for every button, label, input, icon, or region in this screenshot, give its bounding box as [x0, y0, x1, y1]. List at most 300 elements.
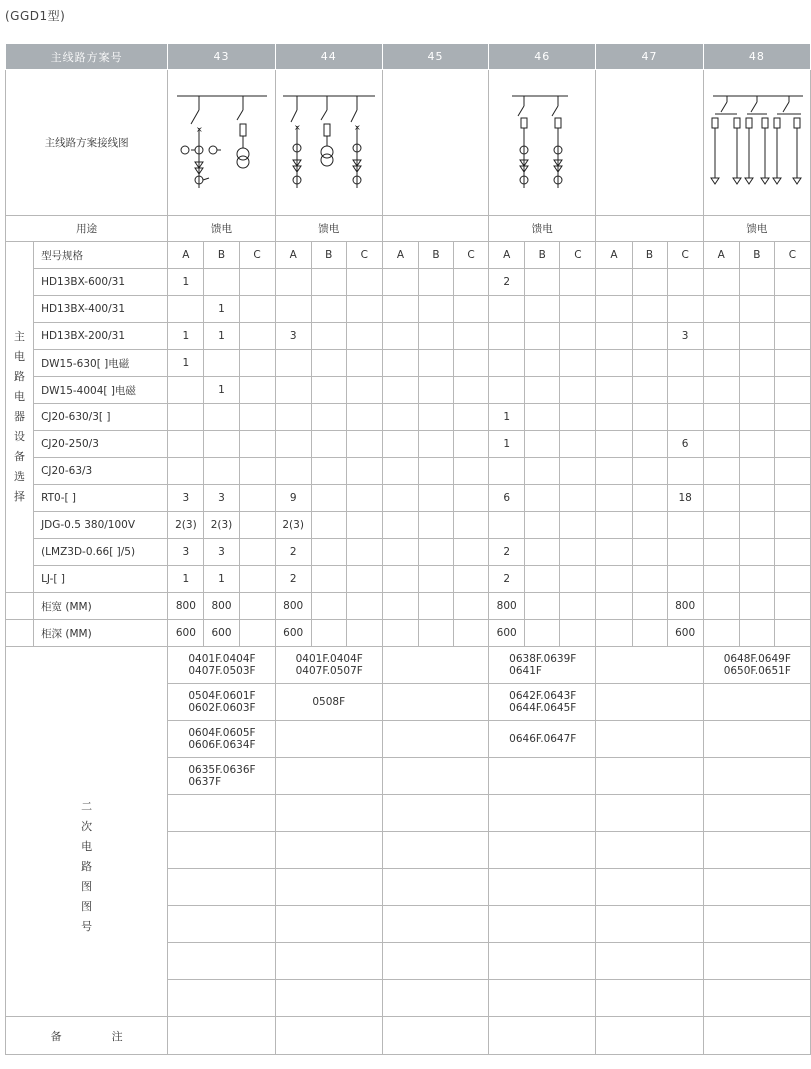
table-cell	[525, 593, 560, 620]
table-cell	[418, 539, 453, 566]
drawing-number-cell	[275, 721, 382, 758]
table-cell	[739, 485, 774, 512]
table-cell	[346, 512, 382, 539]
table-row	[6, 431, 811, 458]
table-cell	[346, 620, 382, 647]
drawing-number-cell	[596, 684, 703, 721]
table-cell	[489, 323, 525, 350]
table-cell	[454, 512, 489, 539]
usage-46: 馈电	[489, 216, 596, 242]
table-cell	[560, 296, 596, 323]
table-cell	[596, 269, 632, 296]
table-cell	[346, 485, 382, 512]
wiring-diagram-47	[596, 70, 703, 216]
table-cell	[311, 539, 346, 566]
table-cell	[703, 431, 739, 458]
table-cell	[239, 593, 275, 620]
table-cell	[774, 620, 810, 647]
table-cell	[204, 431, 239, 458]
table-cell	[525, 269, 560, 296]
table-row	[6, 485, 811, 512]
remarks-cell	[703, 1017, 810, 1055]
table-cell	[774, 485, 810, 512]
table-cell	[382, 377, 418, 404]
table-cell	[489, 458, 525, 485]
drawing-number-cell	[168, 980, 275, 1017]
table-cell: 600	[204, 620, 239, 647]
table-cell	[667, 458, 703, 485]
table-cell	[560, 566, 596, 593]
table-cell	[204, 269, 239, 296]
drawing-number-cell	[382, 943, 488, 980]
drawing-number-cell	[489, 758, 596, 795]
table-cell	[703, 566, 739, 593]
table-cell	[454, 350, 489, 377]
table-cell: 1	[489, 431, 525, 458]
drawing-number-cell	[275, 943, 382, 980]
scheme-46: 46	[489, 44, 596, 70]
table-cell	[454, 539, 489, 566]
table-cell	[418, 431, 453, 458]
table-cell	[311, 296, 346, 323]
table-cell	[774, 512, 810, 539]
table-cell	[739, 431, 774, 458]
table-cell: 800	[168, 593, 204, 620]
drawing-number-cell: 0401F.0404F 0407F.0507F	[275, 647, 382, 684]
drawing-number-cell	[382, 869, 488, 906]
table-cell: 800	[275, 593, 311, 620]
wiring-diagram-46	[489, 70, 596, 216]
table-cell	[632, 296, 667, 323]
category-label: 主 电 路 电 器 设 备 选 择	[6, 242, 34, 593]
table-cell	[382, 431, 418, 458]
table-cell	[311, 566, 346, 593]
table-cell	[632, 377, 667, 404]
drawing-number-cell	[275, 832, 382, 869]
table-cell	[418, 296, 453, 323]
table-cell	[667, 350, 703, 377]
table-cell	[596, 404, 632, 431]
table-cell	[739, 620, 774, 647]
spec-name: HD13BX-600/31	[34, 269, 168, 296]
table-cell	[739, 377, 774, 404]
table-row	[6, 269, 811, 296]
table-cell	[275, 404, 311, 431]
drawing-number-cell	[275, 869, 382, 906]
cabinet-width-label: 柜宽 (MM)	[34, 593, 168, 620]
drawing-number-cell	[489, 906, 596, 943]
abc-header: B	[739, 242, 774, 269]
table-cell	[667, 539, 703, 566]
table-cell	[525, 512, 560, 539]
table-cell: 6	[667, 431, 703, 458]
table-cell	[667, 566, 703, 593]
abc-header: C	[239, 242, 275, 269]
wiring-diagram-label: 主线路方案接线图	[6, 70, 168, 216]
table-cell	[667, 377, 703, 404]
usage-44: 馈电	[275, 216, 382, 242]
table-cell	[239, 323, 275, 350]
drawing-number-cell	[168, 832, 275, 869]
table-cell	[632, 539, 667, 566]
table-cell	[382, 350, 418, 377]
table-cell	[382, 566, 418, 593]
table-cell	[418, 593, 453, 620]
table-cell	[168, 296, 204, 323]
drawing-number-cell	[703, 684, 810, 721]
table-cell: 1	[168, 350, 204, 377]
table-cell	[382, 620, 418, 647]
table-cell	[525, 485, 560, 512]
spec-name: CJ20-63/3	[34, 458, 168, 485]
drawing-number-cell: 0646F.0647F	[489, 721, 596, 758]
table-cell	[774, 350, 810, 377]
table-cell	[739, 296, 774, 323]
drawing-number-cell: 0648F.0649F 0650F.0651F	[703, 647, 810, 684]
abc-header: C	[346, 242, 382, 269]
drawing-number-cell	[596, 906, 703, 943]
table-cell	[311, 512, 346, 539]
table-cell	[703, 620, 739, 647]
empty-cell	[6, 620, 34, 647]
table-cell	[418, 458, 453, 485]
table-cell	[275, 350, 311, 377]
remarks-cell	[168, 1017, 275, 1055]
table-cell	[311, 593, 346, 620]
table-cell	[739, 593, 774, 620]
abc-header: C	[454, 242, 489, 269]
table-cell: 1	[204, 296, 239, 323]
table-row	[6, 377, 811, 404]
remarks-cell	[596, 1017, 703, 1055]
table-cell	[632, 566, 667, 593]
table-cell	[382, 404, 418, 431]
remarks-cell	[275, 1017, 382, 1055]
table-cell	[346, 404, 382, 431]
drawing-number-cell	[703, 721, 810, 758]
table-cell	[382, 485, 418, 512]
table-cell	[168, 404, 204, 431]
drawing-number-cell	[382, 795, 488, 832]
usage-48: 馈电	[703, 216, 810, 242]
table-cell	[346, 593, 382, 620]
table-cell	[560, 512, 596, 539]
drawing-number-cell	[382, 647, 488, 684]
table-cell	[525, 350, 560, 377]
drawing-number-cell	[275, 795, 382, 832]
table-cell: 3	[204, 539, 239, 566]
table-row	[6, 404, 811, 431]
table-cell	[632, 593, 667, 620]
drawing-number-cell	[382, 721, 488, 758]
table-cell	[632, 431, 667, 458]
drawing-number-cell	[489, 832, 596, 869]
table-cell	[382, 269, 418, 296]
table-cell: 3	[667, 323, 703, 350]
table-cell	[239, 566, 275, 593]
table-cell	[168, 458, 204, 485]
drawing-number-cell	[382, 758, 488, 795]
table-cell	[739, 404, 774, 431]
table-cell: 1	[168, 269, 204, 296]
spec-header: 型号规格	[34, 242, 168, 269]
abc-header: C	[774, 242, 810, 269]
table-cell	[311, 620, 346, 647]
document-title: (GGD1型)	[5, 9, 66, 23]
table-cell	[560, 485, 596, 512]
table-cell	[275, 296, 311, 323]
table-cell	[204, 404, 239, 431]
table-cell: 2	[275, 539, 311, 566]
table-cell	[560, 458, 596, 485]
table-cell: 2	[275, 566, 311, 593]
table-cell: 3	[168, 539, 204, 566]
table-cell	[489, 377, 525, 404]
table-cell	[774, 431, 810, 458]
table-cell	[525, 431, 560, 458]
drawing-number-cell	[596, 647, 703, 684]
spec-name: HD13BX-200/31	[34, 323, 168, 350]
spec-name: LJ-[ ]	[34, 566, 168, 593]
table-cell	[774, 539, 810, 566]
table-row	[6, 458, 811, 485]
drawing-number-cell	[382, 832, 488, 869]
scheme-number-label: 主线路方案号	[6, 44, 168, 70]
wiring-diagram-43	[168, 70, 275, 216]
table-cell	[346, 350, 382, 377]
table-cell	[525, 404, 560, 431]
table-cell	[667, 404, 703, 431]
table-cell	[596, 377, 632, 404]
table-cell	[632, 458, 667, 485]
table-cell	[596, 512, 632, 539]
wiring-diagram-48	[703, 70, 810, 216]
table-cell	[703, 458, 739, 485]
drawing-number-cell	[489, 943, 596, 980]
table-cell: 1	[168, 323, 204, 350]
table-cell	[525, 620, 560, 647]
drawing-number-cell	[489, 980, 596, 1017]
table-cell	[596, 620, 632, 647]
table-cell	[632, 350, 667, 377]
table-cell	[703, 350, 739, 377]
table-cell	[204, 350, 239, 377]
table-cell: 18	[667, 485, 703, 512]
table-cell: 9	[275, 485, 311, 512]
table-cell	[346, 323, 382, 350]
abc-header: B	[418, 242, 453, 269]
table-cell	[703, 269, 739, 296]
table-cell	[382, 593, 418, 620]
table-cell	[239, 431, 275, 458]
table-cell	[774, 404, 810, 431]
table-cell: 800	[204, 593, 239, 620]
table-cell	[311, 485, 346, 512]
drawing-number-cell	[382, 906, 488, 943]
table-cell	[454, 269, 489, 296]
table-cell	[703, 404, 739, 431]
drawing-number-cell: 0638F.0639F 0641F	[489, 647, 596, 684]
table-cell	[239, 485, 275, 512]
table-cell	[311, 458, 346, 485]
table-cell	[774, 566, 810, 593]
table-row	[6, 350, 811, 377]
spec-name: DW15-630[ ]电磁	[34, 350, 168, 377]
table-cell: 600	[667, 620, 703, 647]
table-cell	[596, 593, 632, 620]
drawing-number-cell	[168, 795, 275, 832]
scheme-table	[5, 43, 811, 1055]
table-cell	[632, 269, 667, 296]
table-cell: 2	[489, 269, 525, 296]
drawing-number-cell	[703, 980, 810, 1017]
table-cell	[560, 431, 596, 458]
table-cell	[454, 296, 489, 323]
table-cell: 800	[667, 593, 703, 620]
table-cell	[382, 323, 418, 350]
table-cell	[596, 431, 632, 458]
drawing-number-cell	[596, 721, 703, 758]
table-cell	[346, 431, 382, 458]
table-cell	[703, 377, 739, 404]
table-row	[6, 323, 811, 350]
table-cell	[739, 458, 774, 485]
wiring-diagram-45	[382, 70, 488, 216]
drawing-number-cell: 0508F	[275, 684, 382, 721]
table-cell	[311, 404, 346, 431]
table-cell	[311, 431, 346, 458]
table-cell	[703, 539, 739, 566]
drawing-number-cell	[382, 980, 488, 1017]
table-cell	[560, 269, 596, 296]
table-cell	[525, 458, 560, 485]
table-cell: 1	[204, 377, 239, 404]
table-cell: 1	[489, 404, 525, 431]
table-cell: 6	[489, 485, 525, 512]
table-cell	[739, 566, 774, 593]
table-cell	[596, 458, 632, 485]
table-cell	[703, 593, 739, 620]
usage-47	[596, 216, 703, 242]
drawing-number-cell: 0635F.0636F 0637F	[168, 758, 275, 795]
table-cell	[418, 377, 453, 404]
usage-43: 馈电	[168, 216, 275, 242]
table-cell: 600	[489, 620, 525, 647]
table-cell	[454, 404, 489, 431]
drawing-number-cell: 0604F.0605F 0606F.0634F	[168, 721, 275, 758]
table-cell	[346, 566, 382, 593]
table-cell: 3	[168, 485, 204, 512]
table-cell	[311, 377, 346, 404]
abc-header: A	[382, 242, 418, 269]
table-cell	[311, 350, 346, 377]
drawing-number-cell	[382, 684, 488, 721]
table-cell: 600	[275, 620, 311, 647]
table-cell	[239, 350, 275, 377]
usage-45	[382, 216, 488, 242]
empty-cell	[6, 593, 34, 620]
table-cell	[596, 485, 632, 512]
table-cell	[239, 377, 275, 404]
table-cell	[418, 512, 453, 539]
table-cell	[239, 296, 275, 323]
wiring-diagram-44	[275, 70, 382, 216]
spec-name: HD13BX-400/31	[34, 296, 168, 323]
table-cell: 600	[168, 620, 204, 647]
table-cell	[346, 377, 382, 404]
table-cell	[346, 296, 382, 323]
abc-header: A	[596, 242, 632, 269]
table-cell	[703, 296, 739, 323]
secondary-circuit-label: 二 次 电 路 图 图 号	[6, 647, 168, 1017]
remarks-label: 备 注	[6, 1017, 168, 1055]
remarks-cell	[489, 1017, 596, 1055]
table-cell: 2(3)	[275, 512, 311, 539]
spec-name: CJ20-250/3	[34, 431, 168, 458]
table-cell	[204, 458, 239, 485]
table-cell	[739, 323, 774, 350]
drawing-number-cell	[596, 943, 703, 980]
table-cell	[239, 458, 275, 485]
remarks-cell	[382, 1017, 488, 1055]
table-cell	[489, 350, 525, 377]
drawing-number-cell	[275, 758, 382, 795]
table-cell	[525, 539, 560, 566]
table-cell	[525, 377, 560, 404]
drawing-number-cell	[489, 869, 596, 906]
drawing-number-cell	[596, 758, 703, 795]
table-cell	[311, 269, 346, 296]
table-cell	[632, 620, 667, 647]
table-cell	[596, 566, 632, 593]
table-cell	[311, 323, 346, 350]
table-cell	[275, 458, 311, 485]
table-cell	[382, 539, 418, 566]
table-cell	[596, 350, 632, 377]
table-row	[6, 539, 811, 566]
table-cell	[774, 593, 810, 620]
table-cell	[560, 620, 596, 647]
drawing-number-cell	[489, 795, 596, 832]
table-cell	[596, 323, 632, 350]
table-cell	[346, 269, 382, 296]
spec-name: DW15-4004[ ]电磁	[34, 377, 168, 404]
abc-header: A	[489, 242, 525, 269]
abc-header: A	[703, 242, 739, 269]
usage-label: 用途	[6, 216, 168, 242]
svg-text:×: ×	[353, 122, 361, 132]
scheme-48: 48	[703, 44, 810, 70]
table-cell	[418, 323, 453, 350]
table-cell	[239, 620, 275, 647]
abc-header: B	[311, 242, 346, 269]
cabinet-width-row	[6, 593, 811, 620]
table-cell	[346, 539, 382, 566]
scheme-45: 45	[382, 44, 488, 70]
table-cell	[239, 269, 275, 296]
table-cell	[774, 296, 810, 323]
table-cell	[596, 539, 632, 566]
table-cell: 1	[168, 566, 204, 593]
table-cell	[596, 296, 632, 323]
table-cell	[774, 458, 810, 485]
svg-text:×: ×	[293, 122, 301, 132]
drawing-number-cell: 0504F.0601F 0602F.0603F	[168, 684, 275, 721]
table-cell	[739, 350, 774, 377]
table-cell	[632, 323, 667, 350]
abc-header: A	[168, 242, 204, 269]
drawing-number-cell	[275, 980, 382, 1017]
